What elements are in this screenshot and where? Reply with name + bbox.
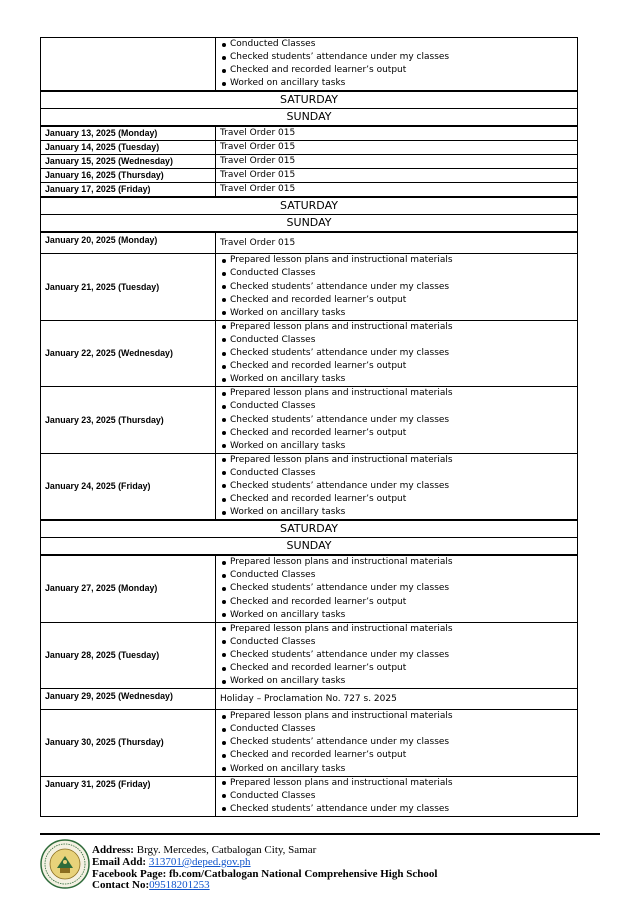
date-cell: January 29, 2025 (Wednesday) — [41, 689, 216, 710]
table-row — [41, 169, 578, 183]
date-cell: January 23, 2025 (Thursday) — [41, 387, 216, 453]
activity-item: Conducted Classes — [220, 400, 577, 413]
table-row — [41, 38, 578, 92]
activities-cell — [216, 320, 578, 386]
sunday-label: SUNDAY — [41, 538, 578, 556]
email-link[interactable]: 313701@deped.gov.ph — [148, 855, 251, 868]
weekend-row — [41, 520, 578, 538]
activity-item: Worked on ancillary tasks — [220, 373, 577, 386]
sunday-label: SUNDAY — [41, 109, 578, 127]
date-cell: January 14, 2025 (Tuesday) — [41, 141, 216, 155]
weekend-row — [41, 197, 578, 215]
activity-item: Checked and recorded learner’s output — [220, 596, 577, 609]
contact-link[interactable]: 09518201253 — [149, 879, 210, 892]
activities-cell — [216, 555, 578, 622]
activity-item: Prepared lesson plans and instructional materials — [220, 454, 577, 467]
activity-item: Conducted Classes — [220, 467, 577, 480]
activity-item: Checked students’ attendance under my classes — [220, 281, 577, 294]
activity-item: Checked and recorded learner’s output — [220, 360, 577, 373]
daily-accomplishment-table — [40, 37, 578, 817]
activity-item: Checked and recorded learner’s output — [220, 294, 577, 307]
table-row — [41, 183, 578, 198]
activity-item: Conducted Classes — [220, 723, 577, 736]
footer-contact — [92, 845, 437, 892]
activity-item: Prepared lesson plans and instructional materials — [220, 556, 577, 569]
table-row — [41, 141, 578, 155]
activity-item: Checked students’ attendance under my classes — [220, 480, 577, 493]
activity-item: Checked students’ attendance under my classes — [220, 51, 577, 64]
activity-item: Prepared lesson plans and instructional materials — [220, 387, 577, 400]
activity-item: Checked and recorded learner’s output — [220, 64, 577, 77]
date-cell: January 13, 2025 (Monday) — [41, 126, 216, 141]
weekend-row — [41, 538, 578, 556]
saturday-label: SATURDAY — [41, 197, 578, 215]
activity-item: Checked students’ attendance under my classes — [220, 414, 577, 427]
facebook-page: Facebook Page: fb.com/Catbalogan National Comprehensive High School — [92, 867, 438, 880]
activity-item: Worked on ancillary tasks — [220, 609, 577, 622]
school-seal-icon — [40, 839, 90, 889]
activities-cell: Travel Order 015 — [216, 141, 578, 155]
table-row — [41, 126, 578, 141]
activities-cell — [216, 776, 578, 816]
activities-cell: Travel Order 015 — [216, 183, 578, 198]
date-cell: January 20, 2025 (Monday) — [41, 232, 216, 254]
table-row — [41, 232, 578, 254]
date-cell: January 17, 2025 (Friday) — [41, 183, 216, 198]
address-value: Brgy. Mercedes, Catbalogan City, Samar — [136, 844, 317, 856]
table-row — [41, 387, 578, 453]
sunday-label: SUNDAY — [41, 215, 578, 233]
weekend-row — [41, 109, 578, 127]
table-row — [41, 710, 578, 776]
saturday-label: SATURDAY — [41, 91, 578, 109]
footer-divider — [40, 833, 600, 835]
activity-item: Checked and recorded learner’s output — [220, 427, 577, 440]
activity-item: Prepared lesson plans and instructional materials — [220, 321, 577, 334]
weekend-row — [41, 91, 578, 109]
date-cell: January 31, 2025 (Friday) — [41, 776, 216, 816]
date-cell: January 28, 2025 (Tuesday) — [41, 622, 216, 688]
activity-item: Worked on ancillary tasks — [220, 506, 577, 519]
date-cell: January 27, 2025 (Monday) — [41, 555, 216, 622]
activities-cell — [216, 710, 578, 776]
address-label: Address: — [92, 844, 134, 856]
activities-cell — [216, 453, 578, 520]
date-cell: January 16, 2025 (Thursday) — [41, 169, 216, 183]
activities-cell: Travel Order 015 — [216, 126, 578, 141]
activity-item: Checked and recorded learner’s output — [220, 749, 577, 762]
table-row — [41, 320, 578, 386]
saturday-label: SATURDAY — [41, 520, 578, 538]
contact-label: Contact No: — [92, 879, 150, 892]
activities-cell: Travel Order 015 — [216, 155, 578, 169]
activity-item: Checked students’ attendance under my classes — [220, 347, 577, 360]
activity-item: Checked and recorded learner’s output — [220, 493, 577, 506]
activity-item: Prepared lesson plans and instructional materials — [220, 777, 577, 790]
table-row — [41, 453, 578, 520]
date-cell — [41, 38, 216, 92]
activities-cell — [216, 387, 578, 453]
date-cell: January 24, 2025 (Friday) — [41, 453, 216, 520]
activities-cell: Travel Order 015 — [216, 232, 578, 254]
activities-cell: Holiday – Proclamation No. 727 s. 2025 — [216, 689, 578, 710]
activity-item: Conducted Classes — [220, 267, 577, 280]
activity-item: Worked on ancillary tasks — [220, 763, 577, 776]
activity-item: Conducted Classes — [220, 636, 577, 649]
activity-item: Worked on ancillary tasks — [220, 307, 577, 320]
activity-item: Worked on ancillary tasks — [220, 77, 577, 90]
email-label: Email Add: — [92, 855, 147, 868]
activities-cell: Travel Order 015 — [216, 169, 578, 183]
activity-item: Checked students’ attendance under my classes — [220, 649, 577, 662]
activities-cell — [216, 622, 578, 688]
table-row — [41, 622, 578, 688]
table-row — [41, 155, 578, 169]
activity-item: Conducted Classes — [220, 38, 577, 51]
activities-cell — [216, 38, 578, 92]
date-cell: January 22, 2025 (Wednesday) — [41, 320, 216, 386]
table-row — [41, 555, 578, 622]
activity-item: Checked and recorded learner’s output — [220, 662, 577, 675]
activity-item: Checked students’ attendance under my classes — [220, 803, 577, 816]
table-row — [41, 689, 578, 710]
activity-item: Worked on ancillary tasks — [220, 675, 577, 688]
activities-cell — [216, 254, 578, 320]
activity-item: Checked students’ attendance under my classes — [220, 736, 577, 749]
date-cell: January 15, 2025 (Wednesday) — [41, 155, 216, 169]
activity-item: Prepared lesson plans and instructional materials — [220, 254, 577, 267]
activity-item: Conducted Classes — [220, 790, 577, 803]
activity-item: Checked students’ attendance under my classes — [220, 582, 577, 595]
activity-item: Prepared lesson plans and instructional materials — [220, 623, 577, 636]
table-row — [41, 254, 578, 320]
activity-item: Worked on ancillary tasks — [220, 440, 577, 453]
activity-item: Conducted Classes — [220, 334, 577, 347]
table-row — [41, 776, 578, 816]
weekend-row — [41, 215, 578, 233]
date-cell: January 21, 2025 (Tuesday) — [41, 254, 216, 320]
activity-item: Conducted Classes — [220, 569, 577, 582]
date-cell: January 30, 2025 (Thursday) — [41, 710, 216, 776]
activity-item: Prepared lesson plans and instructional materials — [220, 710, 577, 723]
